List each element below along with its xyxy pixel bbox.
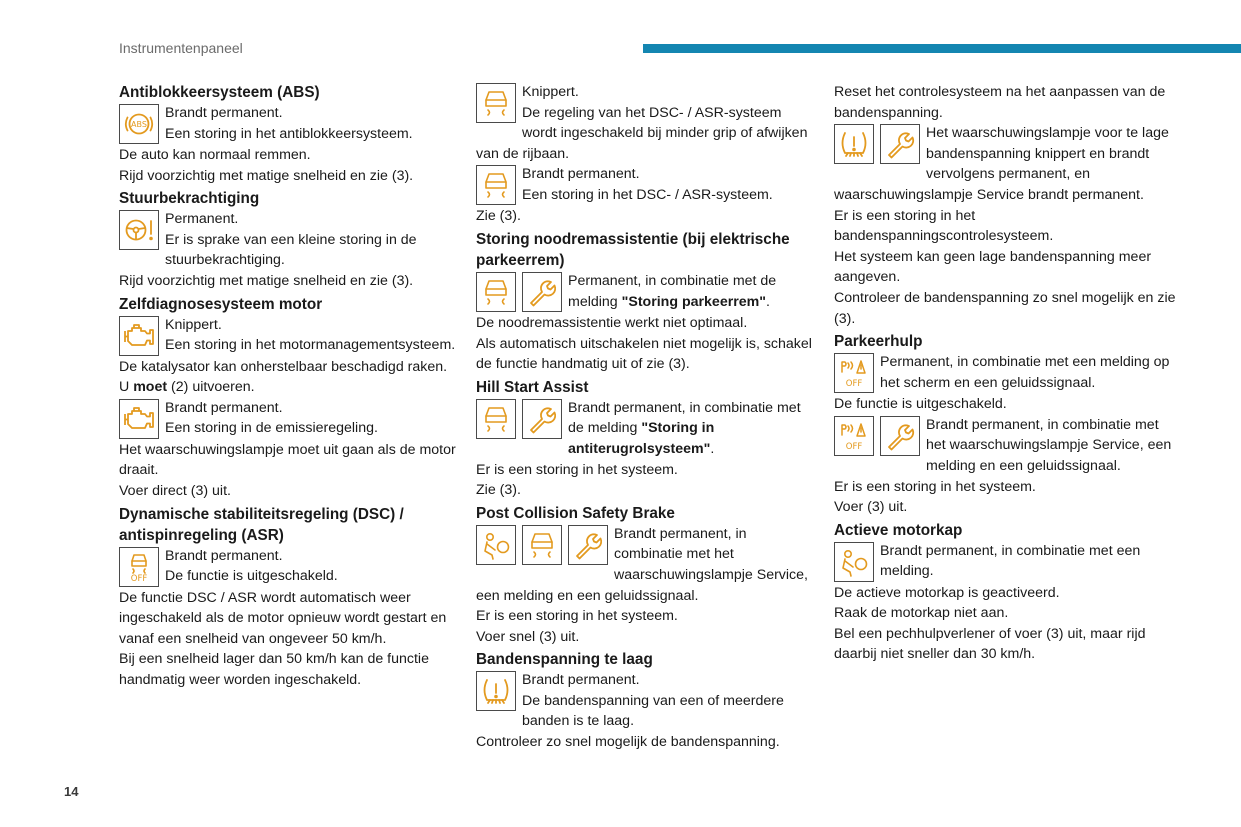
dsc-line-4: Bij een snelheid lager dan 50 km/h kan de functie handmatig weer worden ingeschakeld.: [119, 651, 429, 688]
hill-start-l1-pre: Brandt permanent, in combinatie met de melding: [568, 399, 801, 437]
heading-emergency-brake: Storing noodremassistentie (bij elektrische parkeerrem): [476, 230, 790, 269]
tyre-service-line-4: Controleer de bandenspanning zo snel mogelijk en zie (3).: [834, 289, 1176, 327]
heading-bonnet: Actieve motorkap: [834, 521, 963, 539]
heading-hill-start: Hill Start Assist: [476, 378, 589, 396]
emergency-brake-line-3: Als automatisch uitschakelen niet mogelijk is, schakel de functie handmatig uit of zie (3).: [476, 335, 812, 373]
abs-icon-group: [119, 104, 159, 144]
parking-service-icon-group: [834, 416, 920, 456]
engine-line-7: Voer direct (3) uit.: [119, 482, 231, 499]
parking-sensor-off-icon: [834, 353, 874, 393]
hill-start-line-3: Zie (3).: [476, 482, 521, 499]
dsc-blink-line-2: De regeling van het DSC- / ASR-systeem wordt ingeschakeld bij minder grip of afwijken van de rijbaan.: [476, 104, 808, 162]
dsc-blink-line-1: Knippert.: [522, 84, 579, 100]
parking-line-1: Permanent, in combinatie met een melding op het scherm en een geluidssignaal.: [880, 354, 1170, 391]
engine-must-bold: moet: [133, 379, 168, 396]
heading-dsc: Dynamische stabiliteitsregeling (DSC) / antispinregeling (ASR): [119, 505, 404, 544]
dsc-skid-icon: [476, 83, 516, 123]
steering-line-1: Permanent.: [165, 211, 239, 228]
abs-line-3: De auto kan normaal remmen.: [119, 147, 311, 163]
dsc-skid-icon: [476, 272, 516, 312]
running-header: Instrumentenpaneel: [119, 40, 243, 56]
dsc-line-2: De functie is uitgeschakeld.: [165, 568, 338, 585]
dsc-line-1: Brandt permanent.: [165, 547, 283, 564]
parking-sensor-off-icon: [834, 416, 874, 456]
engine-line-4: Brandt permanent.: [165, 399, 283, 416]
bonnet-line-1: Brandt permanent, in combinatie met een melding.: [880, 542, 1141, 580]
emergency-brake-l1-post: .: [765, 293, 770, 310]
dsc-off-text: OFF: [130, 573, 148, 584]
bonnet-line-2: De actieve motorkap is geactiveerd.: [834, 584, 1060, 601]
engine-icon-group-2: [119, 399, 159, 439]
pcsb-line-1: Brandt permanent, in combinatie met het waarschuwingslampje Service, een melding en een geluidssignaal.: [476, 525, 808, 604]
heading-parking: Parkeerhulp: [834, 333, 923, 351]
abs-line-4: Rijd voorzichtig met matige snelheid en zie (3).: [119, 167, 414, 184]
parking-line-2: De functie is uitgeschakeld.: [834, 396, 1007, 413]
emergency-brake-l1-pre: Permanent, in combinatie met de melding: [568, 272, 777, 310]
abs-icon-text: ABS: [131, 120, 147, 129]
heading-engine: Zelfdiagnosesysteem motor: [119, 295, 323, 313]
abs-icon: [119, 104, 159, 144]
emergency-brake-icon-group: [476, 272, 562, 312]
dsc-skid-icon: [522, 525, 562, 565]
bonnet-line-4: Bel een pechhulpverlener of voer (3) uit, maar rijd daarbij niet sneller dan 30 km/h.: [834, 625, 1146, 663]
hill-start-line-2: Er is een storing in het systeem.: [476, 461, 678, 478]
pcsb-line-2: Er is een storing in het systeem.: [476, 608, 678, 625]
abs-line-1: Brandt permanent.: [165, 105, 283, 121]
hill-start-icon-group: [476, 399, 562, 439]
hill-start-l1-bold: "Storing in antiterugrolsysteem": [568, 420, 715, 457]
wrench-icon: [880, 124, 920, 164]
engine-must-line: [119, 377, 459, 398]
parking-line-4: Er is een storing in het systeem.: [834, 478, 1036, 495]
pcsb-icon-group: [476, 525, 608, 565]
dsc-blink-icon-group: [476, 83, 516, 123]
dsc-off-icon-group: [119, 547, 159, 587]
wrench-icon: [522, 399, 562, 439]
tyre-reset-line: Reset het controlesysteem na het aanpassen van de bandenspanning.: [834, 84, 1166, 121]
tyre-service-icon-group: [834, 124, 920, 164]
heading-steering: Stuurbekrachtiging: [119, 190, 260, 208]
pcsb-line-3: Voer snel (3) uit.: [476, 628, 580, 645]
wrench-icon: [568, 525, 608, 565]
engine-line-5: Een storing in de emissieregeling.: [165, 420, 378, 437]
column-left: [119, 82, 459, 691]
tyre-line-3: Controleer zo snel mogelijk de bandenspanning.: [476, 734, 780, 751]
hill-start-l1-post: .: [710, 440, 715, 457]
dsc-line-3: De functie DSC / ASR wordt automatisch weer ingeschakeld als de motor opnieuw wordt gestart en vanaf een snelheid van ongeveer 50 km/h.: [119, 589, 447, 647]
dsc-perm-icon-group: [476, 165, 516, 205]
engine-line-3: De katalysator kan onherstelbaar beschadigd raken.: [119, 358, 448, 375]
engine-icon: [119, 316, 159, 356]
page-number: 14: [64, 784, 79, 799]
column-right: [834, 82, 1179, 665]
engine-icon: [119, 399, 159, 439]
engine-must-pre: U: [119, 379, 134, 396]
parking-line-3: Brandt permanent, in combinatie met het waarschuwingslampje Service, een melding en een geluidssignaal.: [926, 416, 1172, 474]
dsc-skid-icon: [476, 165, 516, 205]
bonnet-icon-group: [834, 542, 874, 582]
steering-icon-group: [119, 210, 159, 250]
airbag-passenger-icon: [476, 525, 516, 565]
tyre-pressure-icon: [476, 671, 516, 711]
dsc-perm-line-1: Brandt permanent.: [522, 166, 640, 183]
steering-wheel-warning-icon: [119, 210, 159, 250]
dsc-off-icon: [119, 547, 159, 587]
airbag-passenger-icon: [834, 542, 874, 582]
dsc-perm-line-2: Een storing in het DSC- / ASR-systeem.: [522, 186, 773, 203]
tyre-service-line-1: Het waarschuwingslampje voor te lage bandenspanning knippert en brandt vervolgens permanent, en waarschuwingslampje Service brandt permanent.: [834, 125, 1169, 203]
bonnet-line-3: Raak de motorkap niet aan.: [834, 605, 1009, 622]
steering-line-3: Rijd voorzichtig met matige snelheid en zie (3).: [119, 272, 414, 289]
heading-pcsb: Post Collision Safety Brake: [476, 504, 675, 522]
wrench-icon: [880, 416, 920, 456]
tyre-line-2: De bandenspanning van een of meerdere banden is te laag.: [522, 692, 784, 730]
engine-line-6: Het waarschuwingslampje moet uit gaan als de motor draait.: [119, 441, 456, 479]
wrench-icon: [522, 272, 562, 312]
emergency-brake-line-2: De noodremassistentie werkt niet optimaal.: [476, 314, 748, 331]
engine-line-1: Knippert.: [165, 316, 222, 333]
tyre-line-1: Brandt permanent.: [522, 672, 640, 689]
parking-off-icon-group: [834, 353, 874, 393]
dsc-perm-line-3: Zie (3).: [476, 208, 521, 225]
tyre-icon-group: [476, 671, 516, 711]
column-middle: [476, 82, 816, 753]
heading-tyre: Bandenspanning te laag: [476, 651, 653, 669]
parking-off-text-1: OFF: [845, 379, 863, 390]
engine-icon-group-1: [119, 316, 159, 356]
tyre-pressure-icon: [834, 124, 874, 164]
header-accent-bar: [643, 44, 1241, 53]
tyre-service-line-3: Het systeem kan geen lage bandenspanning meer aangeven.: [834, 248, 1152, 286]
tyre-service-line-2: Er is een storing in het bandenspanningscontrolesysteem.: [834, 207, 1054, 245]
abs-line-2: Een storing in het antiblokkeersysteem.: [165, 125, 413, 142]
engine-must-post: (2) uitvoeren.: [167, 379, 255, 396]
steering-line-2: Er is sprake van een kleine storing in de stuurbekrachtiging.: [165, 231, 417, 269]
engine-line-2: Een storing in het motormanagementsysteem.: [165, 337, 456, 354]
heading-abs: Antiblokkeersysteem (ABS): [119, 84, 320, 101]
parking-line-5: Voer (3) uit.: [834, 499, 908, 516]
parking-off-text-2: OFF: [845, 441, 863, 452]
dsc-skid-icon: [476, 399, 516, 439]
emergency-brake-l1-bold: "Storing parkeerrem": [621, 293, 766, 310]
